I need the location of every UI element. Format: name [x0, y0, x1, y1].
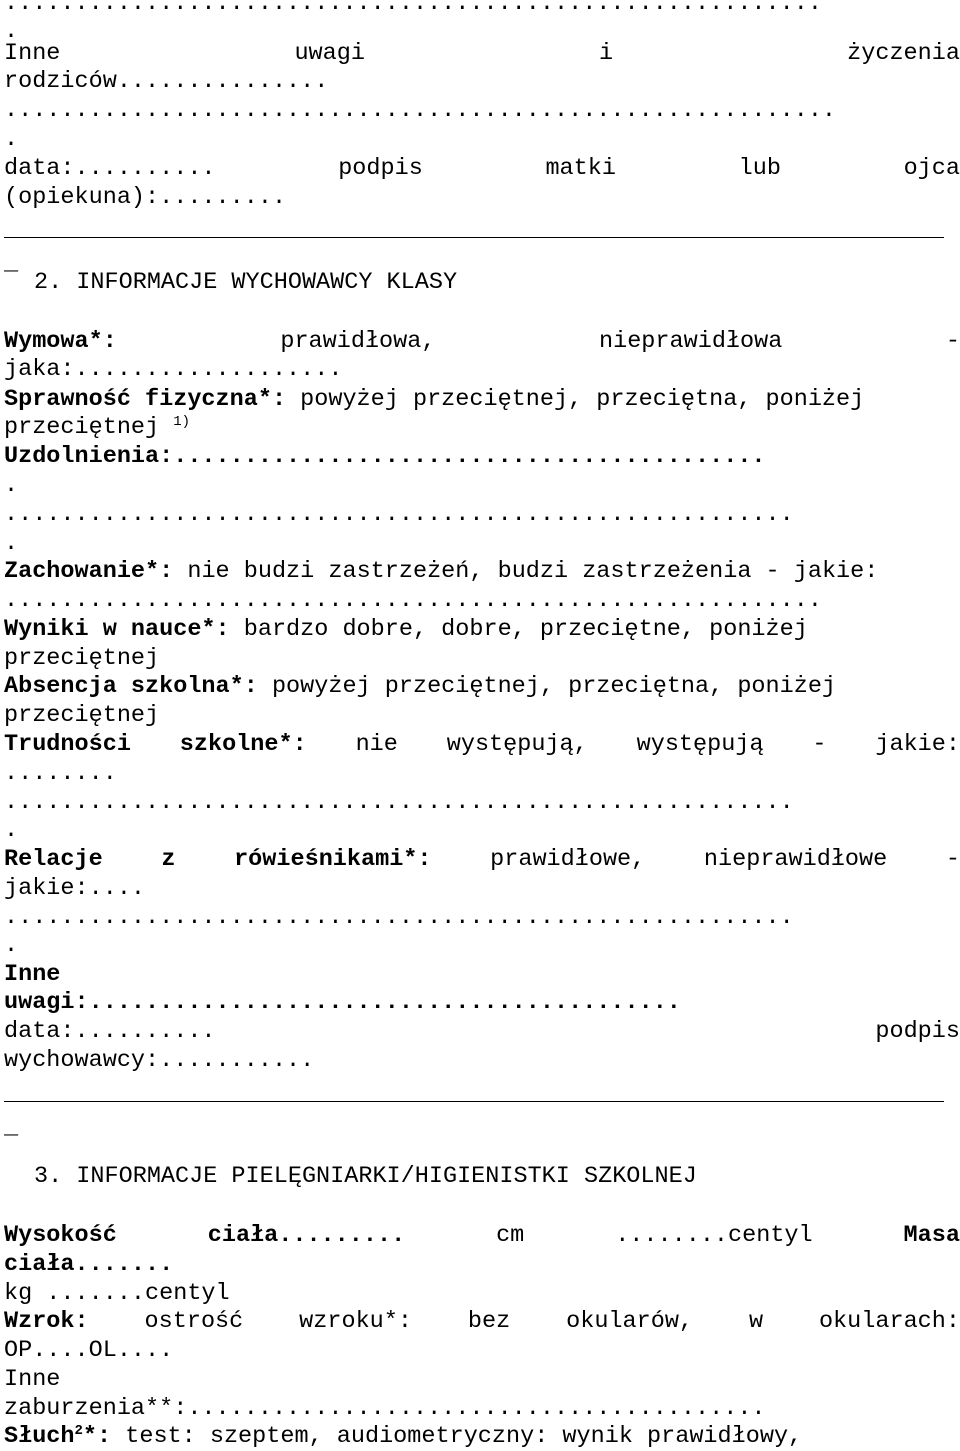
results-line [4, 616, 960, 644]
behaviour-label: Zachowanie*: [4, 558, 174, 585]
word: cm [496, 1222, 525, 1249]
underscore: _ [4, 250, 19, 277]
results-label: Wyniki w nauce*: [4, 616, 230, 643]
absence-label: Absencja szkolna*: [4, 673, 258, 700]
fitness-line [4, 386, 960, 414]
hearing-text: test: szeptem, audiometryczny: wynik prawidłowy, [111, 1423, 803, 1450]
parents-notes-line [4, 40, 960, 68]
footnote-marker: 2 [74, 1423, 83, 1439]
results-options: bardzo dobre, dobre, przeciętne, poniżej [229, 616, 808, 643]
word: z [161, 846, 176, 873]
word: występują, [446, 731, 588, 758]
word: występują [636, 731, 764, 758]
word: i [599, 40, 614, 67]
height-line [4, 1222, 960, 1250]
speech-details: jaka:................... [4, 356, 343, 383]
section-3-heading: 3. INFORMACJE PIELĘGNIARKI/HIGIENISTKI SZKOLNEJ [34, 1163, 697, 1190]
word: szkolne*: [179, 731, 307, 758]
word: nieprawidłowe [703, 846, 888, 873]
teacher-signature-line [4, 1018, 960, 1046]
fitness-line-2 [4, 414, 960, 442]
talents-field: Uzdolnienia:.......................................... [4, 443, 766, 470]
date-field: data:.......... [4, 155, 216, 182]
word: podpis [875, 1018, 960, 1045]
difficulties-line [4, 731, 960, 759]
date-field: data:.......... [4, 1018, 216, 1045]
word: ciała......... [207, 1222, 406, 1249]
vision-values: OP....OL.... [4, 1337, 174, 1364]
word: Inne [4, 40, 61, 67]
word: - [945, 846, 960, 873]
separator-line [4, 237, 944, 238]
word: Relacje [4, 846, 103, 873]
underscore: _ [4, 1114, 19, 1141]
behaviour-options: nie budzi zastrzeżeń, budzi zastrzeżenia - jakie: [173, 558, 879, 585]
dotted-line: ........................................................ [4, 904, 794, 931]
absence-line-2: przeciętnej [4, 702, 160, 729]
teacher-field: wychowawcy:........... [4, 1047, 315, 1074]
dotted-line: .......................................................... [4, 587, 822, 614]
word: - [812, 731, 827, 758]
dotted-line: .......................................................... [4, 0, 822, 17]
speech-line [4, 328, 960, 356]
mass-field: ciała....... [4, 1251, 174, 1278]
word: w [748, 1308, 764, 1335]
separator-line [4, 1101, 944, 1102]
fitness-options: powyżej przeciętnej, przeciętna, poniżej [286, 386, 865, 413]
other-notes-field: uwagi:.......................................... [4, 989, 681, 1016]
word: rówieśnikami*: [234, 846, 432, 873]
asterisk: *: [82, 1423, 112, 1450]
parent-signature-line [4, 155, 960, 183]
word: jakie: [875, 731, 960, 758]
word: ostrość [144, 1308, 244, 1335]
dotted-line: ........................................................ [4, 789, 794, 816]
dotted-line: ........................................................... [4, 97, 837, 124]
fitness-label: Sprawność fizyczna*: [4, 386, 287, 413]
word: okularach: [818, 1308, 960, 1335]
other-disorders-label: Inne [4, 1366, 61, 1393]
mass-units: kg .......centyl [4, 1280, 230, 1307]
hearing-label: Słuch [4, 1423, 75, 1450]
option: prawidłowa, [280, 328, 436, 355]
option: nieprawidłowa [599, 328, 783, 355]
word: bez [467, 1308, 511, 1335]
guardian-field: (opiekuna):......... [4, 184, 287, 211]
footnote-marker: 1) [173, 414, 191, 430]
word: ojca [903, 155, 960, 182]
section-2-heading: 2. INFORMACJE WYCHOWAWCY KLASY [34, 269, 458, 296]
word: Wysokość [4, 1222, 117, 1249]
speech-label: Wymowa*: [4, 328, 117, 355]
dot: . [4, 18, 19, 45]
dot: . [4, 126, 19, 153]
vision-line [4, 1308, 960, 1336]
behaviour-line [4, 558, 960, 586]
word: matki [545, 155, 616, 182]
parents-notes-field: rodziców............... [4, 68, 329, 95]
hearing-line [4, 1423, 960, 1451]
word: prawidłowe, [490, 846, 646, 873]
dot: . [4, 932, 19, 959]
word: Masa [903, 1222, 960, 1249]
absence-line [4, 673, 960, 701]
word: Trudności [4, 731, 131, 758]
word: Wzrok: [4, 1308, 89, 1335]
dot: . [4, 530, 19, 557]
other-disorders-field: zaburzenia**:......................................... [4, 1395, 766, 1422]
absence-options: powyżej przeciętnej, przeciętna, poniżej [257, 673, 837, 700]
dot: . [4, 472, 19, 499]
word: podpis [338, 155, 423, 182]
word: lub [738, 155, 781, 182]
results-line-2: przeciętnej [4, 645, 160, 672]
dotted-line: ........................................................ [4, 501, 794, 528]
word: przeciętnej [4, 414, 174, 441]
peers-details: jakie:.... [4, 875, 146, 902]
peers-line [4, 846, 960, 874]
word: okularów, [566, 1308, 694, 1335]
word: wzroku*: [299, 1308, 412, 1335]
word: uwagi [294, 40, 365, 67]
dot: . [4, 817, 19, 844]
word: nie [355, 731, 398, 758]
dotted-line: ........ [4, 760, 117, 787]
word: życzenia [847, 40, 960, 67]
word: ........centyl [615, 1222, 813, 1249]
dash: - [945, 328, 960, 355]
other-notes-label: Inne [4, 961, 61, 988]
